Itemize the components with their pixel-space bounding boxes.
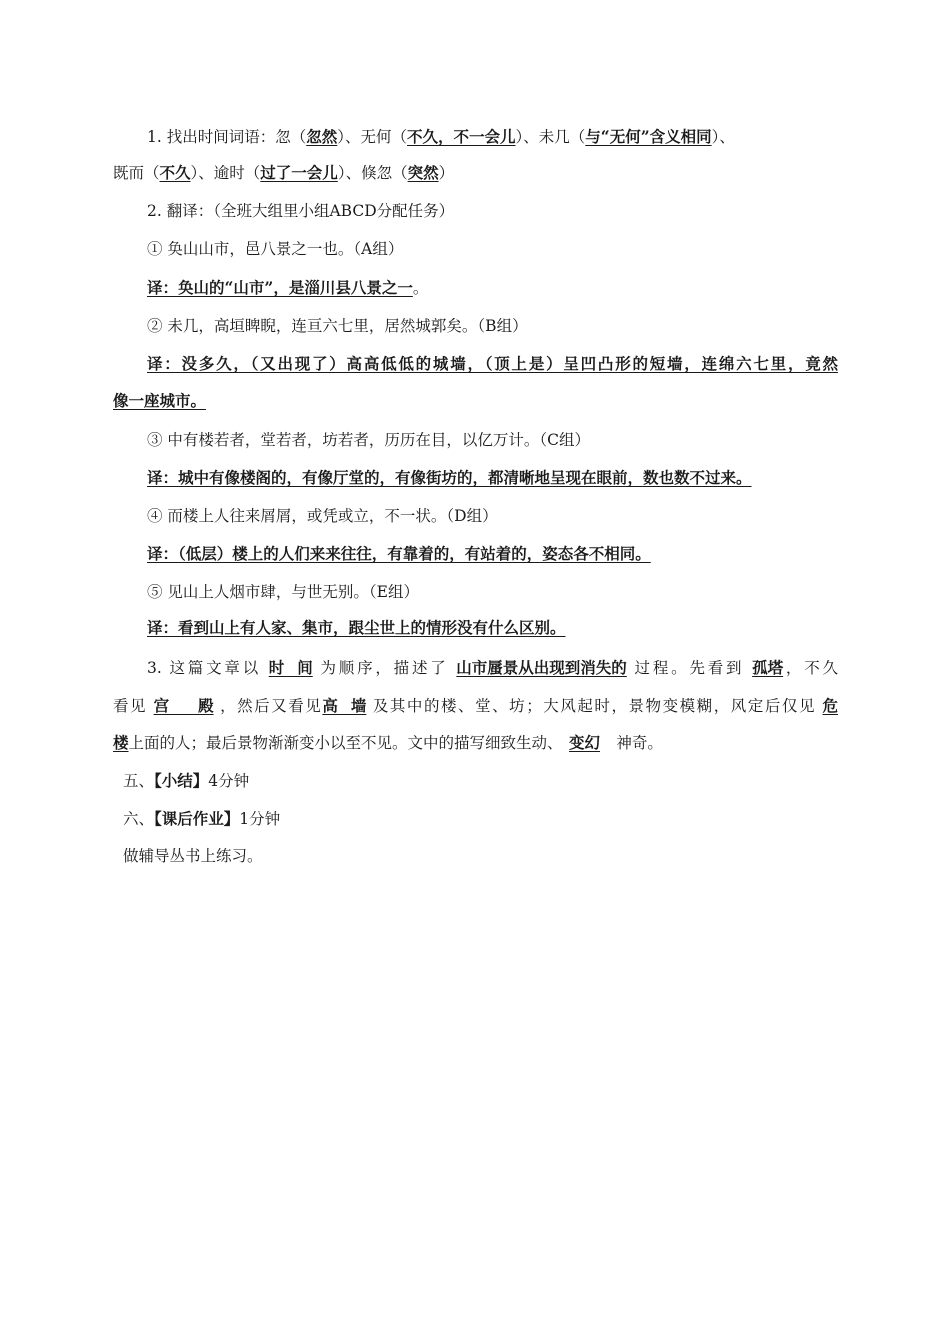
q3-line1: 3. 这篇文章以 时间 为顺序，描述了 山市蜃景从出现到消失的 过程。先看到 孤塔，不久 [147, 658, 838, 677]
section-6-title: 【课后作业】 [154, 809, 240, 828]
q3-blank-3: 孤塔 [752, 658, 784, 677]
q3-line3: 楼上面的人；最后景物渐渐变小以至不见。文中的描写细致生动、 变幻 神奇。 [113, 733, 663, 752]
section-5-title: 【小结】 [154, 771, 209, 790]
q2-translation-c: 译：城中有像楼阁的，有像厅堂的，有像街坊的，都清晰地呈现在眼前，数也数不过来。 [147, 468, 752, 487]
q2-translation-a: 译：奂山的“山市”，是淄川县八景之一。 [147, 278, 429, 297]
q1-line1: 1. 找出时间词语：忽（忽然）、无何（不久，不一会儿）、未几（与“无何”含义相同）、 [147, 127, 735, 146]
q3-line2: 看见 宫殿 ，然后又看见高墙 及其中的楼、堂、坊；大风起时，景物变模糊，风定后仅见 危 [113, 696, 838, 715]
q3-blank-6b: 楼 [113, 733, 129, 752]
q3-blank-7: 变幻 [569, 733, 601, 752]
section-6-homework: 六、【课后作业】1分钟 [123, 809, 281, 828]
q1-answer-6: 突然 [407, 163, 439, 182]
q1-line2: 既而（不久）、逾时（过了一会儿）、倏忽（突然） [113, 163, 455, 182]
homework-text: 做辅导丛书上练习。 [123, 847, 263, 865]
q2-source-b: ② 未几，高垣睥睨，连亘六七里，居然城郭矣。（B组） [147, 317, 528, 335]
q1-answer-3: 与“无何”含义相同 [585, 127, 712, 146]
q2-source-e: ⑤ 见山上人烟市肆，与世无别。（E组） [147, 583, 419, 601]
section-5-summary: 五、【小结】4分钟 [123, 771, 250, 790]
q2-source-a: ① 奂山山市，邑八景之一也。（A组） [147, 240, 404, 258]
q1-lead: 1. 找出时间词语：忽（ [147, 128, 307, 146]
q1-answer-2: 不久，不一会儿 [407, 127, 516, 146]
q2-translation-b-line1: 译：没多久，（又出现了）高高低低的城墙，（顶上是）呈凹凸形的短墙，连绵六七里，竟然 [147, 354, 838, 373]
q3-blank-1: 时间 [268, 658, 313, 677]
q2-translation-d: 译：（低层）楼上的人们来来往往，有靠着的，有站着的，姿态各不相同。 [147, 544, 651, 563]
q3-blank-6a: 危 [822, 696, 838, 715]
q2-title: 2. 翻译：（全班大组里小组ABCD分配任务） [147, 202, 455, 220]
q3-blank-2: 山市蜃景从出现到消失的 [456, 658, 627, 677]
q2-translation-e: 译：看到山上有人家、集市，跟尘世上的情形没有什么区别。 [147, 618, 566, 637]
q1-answer-1: 忽然 [306, 127, 338, 146]
q3-blank-5: 高墙 [322, 696, 367, 715]
q3-blank-4: 宫殿 [153, 696, 214, 715]
q1-answer-4: 不久 [159, 163, 191, 182]
q2-translation-b-line2: 像一座城市。 [113, 391, 207, 410]
q2-source-d: ④ 而楼上人往来屑屑，或凭或立，不一状。（D组） [147, 507, 498, 525]
q1-answer-5: 过了一会儿 [260, 163, 338, 182]
q2-source-c: ③ 中有楼若者，堂若者，坊若者，历历在目，以亿万计。（C组） [147, 431, 591, 449]
